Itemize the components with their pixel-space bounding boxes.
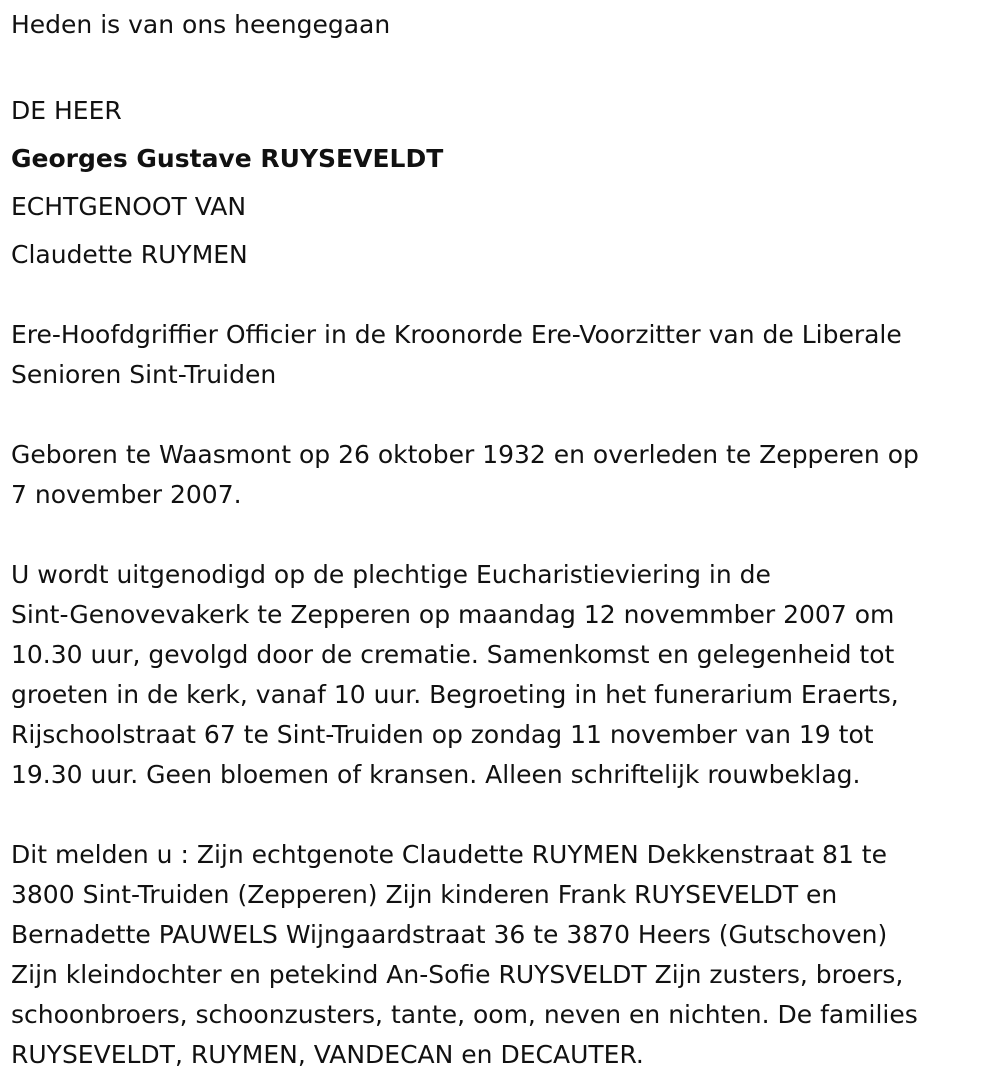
honorific: DE HEER <box>11 96 122 125</box>
functions-line: Ere-Hoofdgriffier Officier in de Kroonorde Ere-Voorzitter van de Liberale <box>11 320 902 349</box>
functions-paragraph <box>11 315 990 395</box>
announcers-line: schoonbroers, schoonzusters, tante, oom, neven en nichten. De families <box>11 1000 918 1029</box>
spacer <box>11 795 990 835</box>
birth-death-line: Geboren te Waasmont op 26 oktober 1932 en overleden te Zepperen op <box>11 440 919 469</box>
ceremony-line: 10.30 uur, gevolgd door de crematie. Samenkomst en gelegenheid tot <box>11 640 895 669</box>
announcers-line: RUYSEVELDT, RUYMEN, VANDECAN en DECAUTER. <box>11 1040 644 1069</box>
ceremony-paragraph <box>11 555 990 795</box>
announcers-line: Zijn kleindochter en petekind An-Sofie RUYSVELDT Zijn zusters, broers, <box>11 960 904 989</box>
spacer <box>11 395 990 435</box>
announcers-paragraph <box>11 835 990 1075</box>
ceremony-line: U wordt uitgenodigd op de plechtige Eucharistieviering in de <box>11 560 771 589</box>
functions-line: Senioren Sint-Truiden <box>11 360 277 389</box>
announcers-line: Dit melden u : Zijn echtgenote Claudette RUYMEN Dekkenstraat 81 te <box>11 840 887 869</box>
spouse-name: Claudette RUYMEN <box>11 240 248 269</box>
birth-death-line: 7 november 2007. <box>11 480 242 509</box>
ceremony-line: Rijschoolstraat 67 te Sint-Truiden op zondag 11 november van 19 tot <box>11 720 874 749</box>
spacer <box>11 515 990 555</box>
death-notice <box>0 5 1000 1088</box>
ceremony-line: 19.30 uur. Geen bloemen of kransen. Alleen schriftelijk rouwbeklag. <box>11 760 861 789</box>
announcers-line: Bernadette PAUWELS Wijngaardstraat 36 te 3870 Heers (Gutschoven) <box>11 920 888 949</box>
spacer <box>11 45 990 85</box>
announcers-line: 3800 Sint-Truiden (Zepperen) Zijn kinderen Frank RUYSEVELDT en <box>11 880 838 909</box>
birth-death-paragraph <box>11 435 990 515</box>
ceremony-line: groeten in de kerk, vanaf 10 uur. Begroeting in het funerarium Eraerts, <box>11 680 899 709</box>
relation-text: ECHTGENOOT VAN <box>11 192 247 221</box>
deceased-name: Georges Gustave RUYSEVELDT <box>11 144 444 173</box>
intro-text: Heden is van ons heengegaan <box>11 10 391 39</box>
ceremony-line: Sint-Genovevakerk te Zepperen op maandag 12 novemmber 2007 om <box>11 600 895 629</box>
spacer <box>11 275 990 315</box>
